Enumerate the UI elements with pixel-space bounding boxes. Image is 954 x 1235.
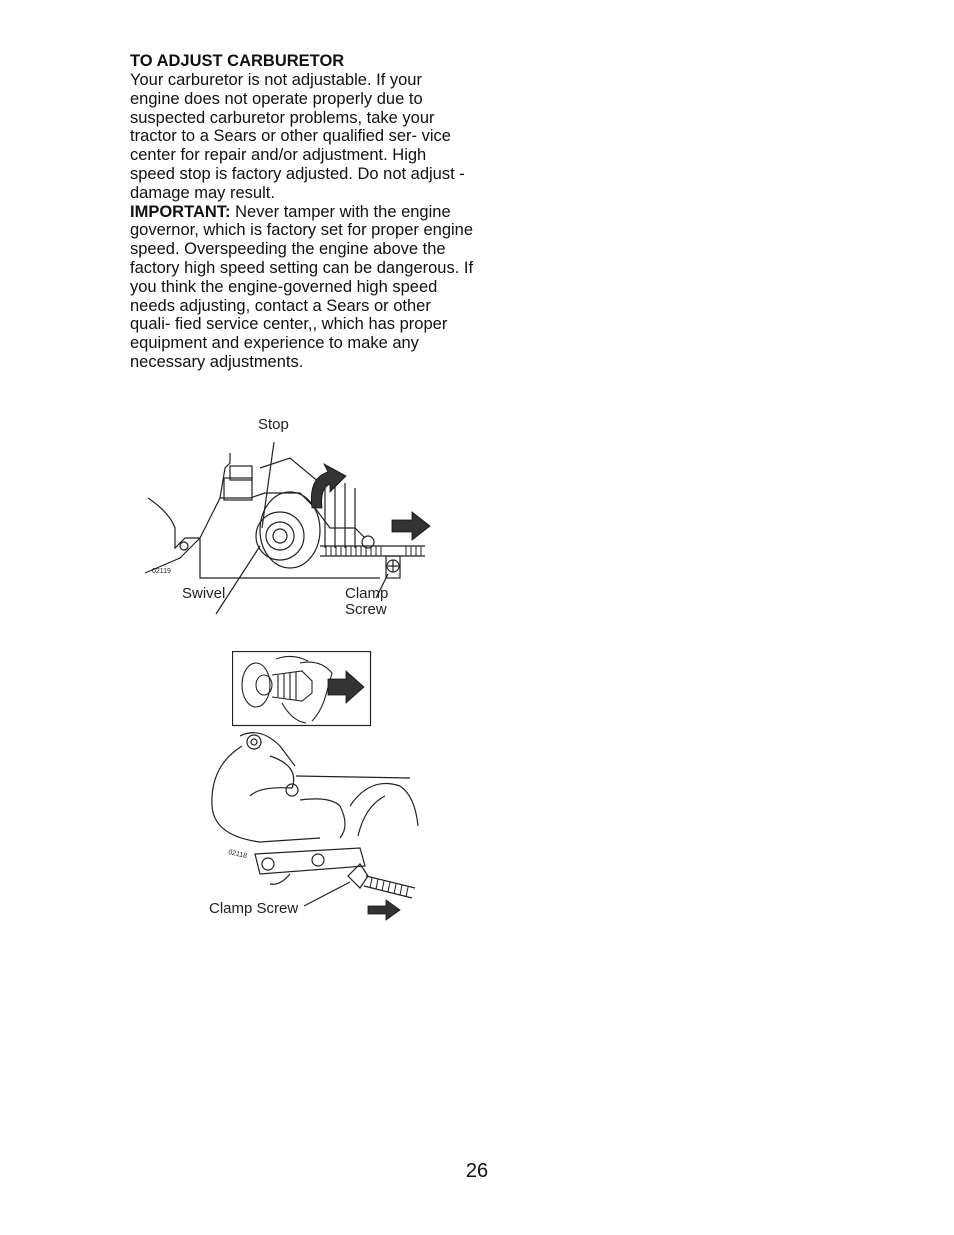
clamp-screw-figure [200, 726, 440, 926]
important-paragraph [130, 203, 475, 372]
important-text: Never tamper with the engine governor, which is factory set for proper engine speed. Overspeeding the engine above the factory high speed setting can be dangerous. If you think the engine-governed high speed needs adjusting, contact a Sears or other quali- fied service center,, which has proper equipment and experience to make any necessary adjustments. [130, 202, 474, 371]
adjust-carburetor-section [130, 52, 475, 372]
screw-label: Screw [345, 601, 387, 618]
figure-code-02119: 02119 [152, 568, 171, 575]
swivel-label: Swivel [182, 585, 226, 602]
section-heading: TO ADJUST CARBURETOR [130, 52, 345, 70]
figure-code-02118: 02118 [227, 849, 248, 860]
governor-stop-figure [140, 410, 440, 630]
clamp-screw-label: Clamp Screw [209, 900, 299, 917]
knob-inset-figure [232, 651, 372, 727]
clamp-label: Clamp [345, 585, 389, 602]
stop-label: Stop [258, 416, 289, 433]
page-number: 26 [465, 1160, 489, 1182]
carburetor-paragraph: Your carburetor is not adjustable. If your engine does not operate properly due to suspected carburetor problems, take your tractor to a Sears or other qualified ser- vice center for repair and/or adjustment. High speed stop is factory adjusted. Do not adjust - damage may result. [130, 71, 465, 202]
clamp-screw-illustration [200, 726, 440, 926]
important-label: IMPORTANT: [130, 202, 231, 221]
knob-inset-illustration [232, 651, 372, 727]
